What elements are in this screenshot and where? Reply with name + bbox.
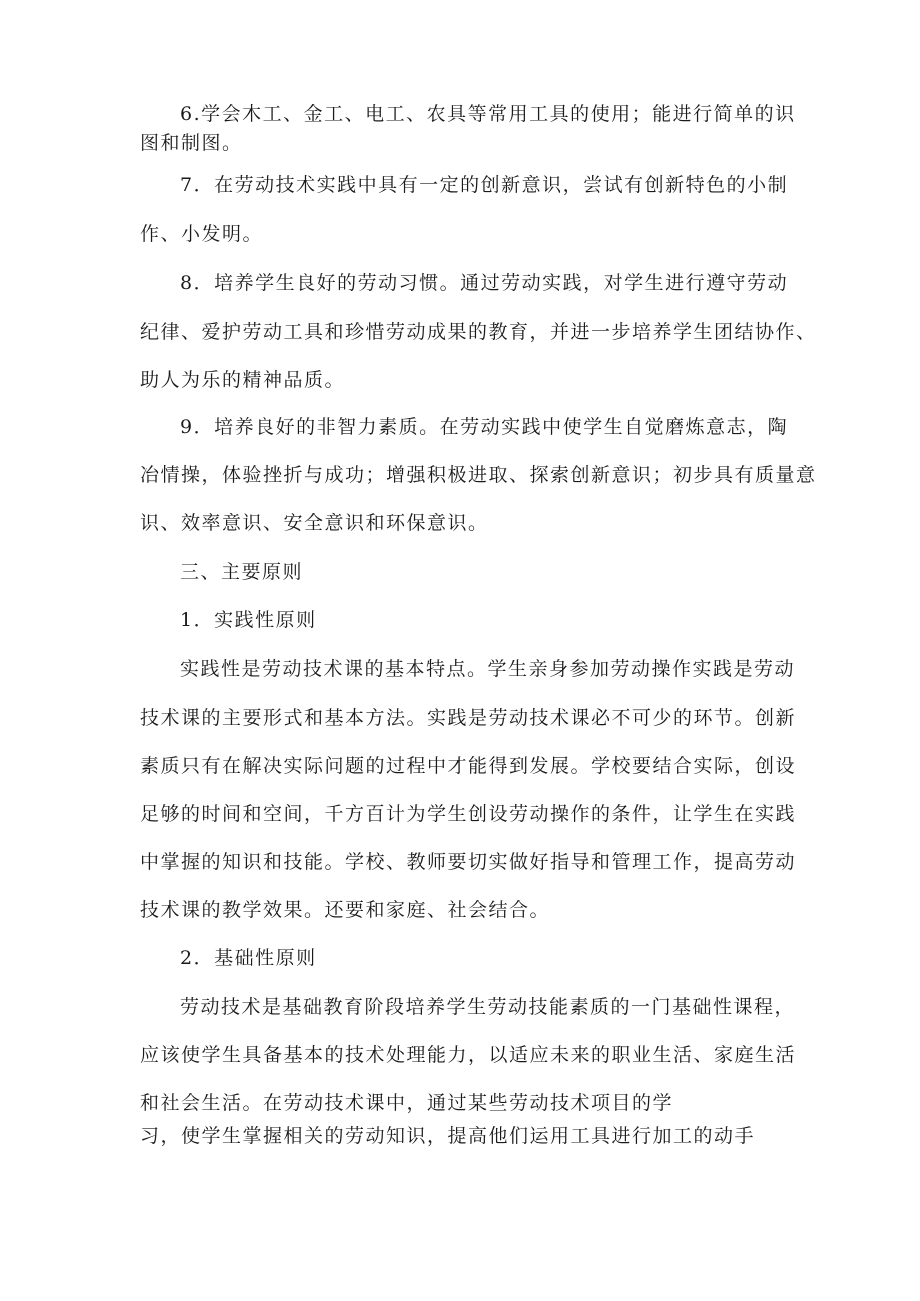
section-heading: 三、主要原则 [180,561,304,583]
text-line: 7．在劳动技术实践中具有一定的创新意识，尝试有创新特色的小制 [180,174,789,196]
text-line: 中掌握的知识和技能。学校、教师要切实做好指导和管理工作，提高劳动 [140,851,797,873]
text-line: 识、效率意识、安全意识和环保意识。 [140,512,489,534]
text-line: 6.学会木工、金工、电工、农具等常用工具的使用；能进行简单的识 [180,103,796,125]
text-line: 习，使学生掌握相关的劳动知识，提高他们运用工具进行加工的动手 [140,1125,756,1147]
text-line: 9．培养良好的非智力素质。在劳动实践中使学生自觉磨炼意志，陶 [180,416,789,438]
text-line: 8．培养学生良好的劳动习惯。通过劳动实践，对学生进行遵守劳动 [180,272,789,294]
text-line: 助人为乐的精神品质。 [140,369,346,391]
subsection-heading: 2．基础性原则 [180,947,317,969]
text-line: 应该使学生具备基本的技术处理能力，以适应未来的职业生活、家庭生活 [140,1044,797,1066]
text-line: 作、小发明。 [140,223,264,245]
text-line: 劳动技术是基础教育阶段培养学生劳动技能素质的一门基础性课程， [180,996,796,1018]
text-line: 图和制图。 [140,132,243,154]
text-line: 足够的时间和空间，千方百计为学生创设劳动操作的条件，让学生在实践 [140,803,797,825]
text-line: 纪律、爱护劳动工具和珍惜劳动成果的教育，并进一步培养学生团结协作、 [140,321,817,343]
subsection-heading: 1．实践性原则 [180,609,317,631]
text-line: 冶情操，体验挫折与成功；增强积极进取、探索创新意识；初步具有质量意 [140,464,817,486]
text-line: 技术课的主要形式和基本方法。实践是劳动技术课必不可少的环节。创新 [140,707,797,729]
text-line: 技术课的教学效果。还要和家庭、社会结合。 [140,899,551,921]
text-line: 实践性是劳动技术课的基本特点。学生亲身参加劳动操作实践是劳动 [180,658,796,680]
text-line: 和社会生活。在劳动技术课中，通过某些劳动技术项目的学 [140,1092,674,1114]
text-line: 素质只有在解决实际问题的过程中才能得到发展。学校要结合实际，创设 [140,755,797,777]
